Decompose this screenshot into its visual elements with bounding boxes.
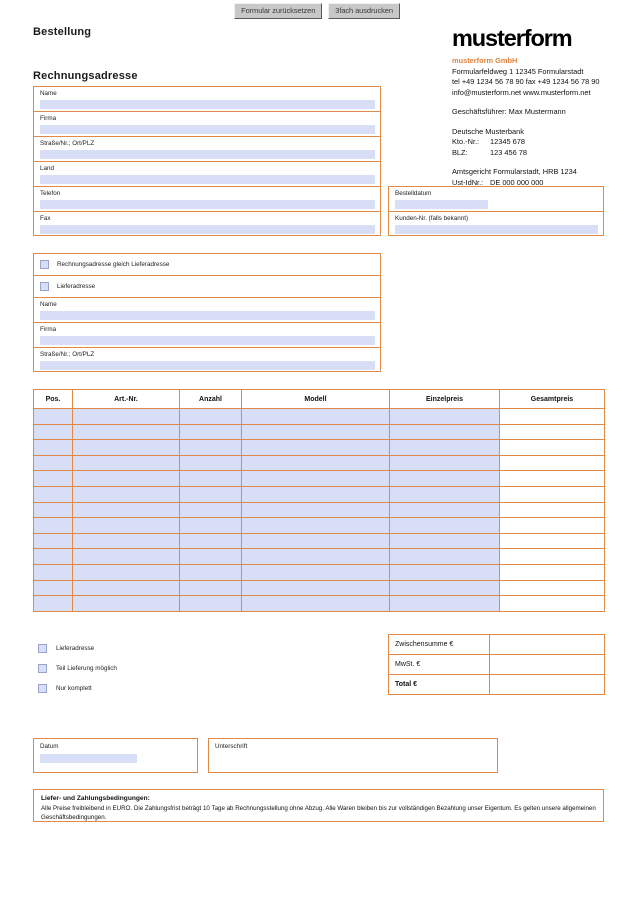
table-cell[interactable] xyxy=(73,549,180,565)
table-row xyxy=(34,486,605,502)
checkbox-icon[interactable] xyxy=(38,664,47,673)
reset-form-button[interactable]: Formular zurücksetzen xyxy=(234,3,322,19)
company-masthead xyxy=(452,26,617,188)
table-cell[interactable] xyxy=(180,455,242,471)
shipping-firma-input[interactable] xyxy=(40,336,375,345)
table-cell[interactable] xyxy=(73,471,180,487)
col-header-einzelpreis: Einzelpreis xyxy=(390,390,500,409)
table-cell[interactable] xyxy=(242,518,390,534)
table-cell[interactable] xyxy=(390,549,500,565)
billing-field-country-label: Land xyxy=(40,165,55,172)
table-cell[interactable] xyxy=(34,455,73,471)
billing-address-box xyxy=(33,86,381,236)
table-cell[interactable] xyxy=(73,455,180,471)
billing-fax-input[interactable] xyxy=(40,225,375,234)
table-cell[interactable] xyxy=(73,518,180,534)
table-cell[interactable] xyxy=(500,518,605,534)
table-cell[interactable] xyxy=(242,549,390,565)
bank-name: Deutsche Musterbank xyxy=(452,126,524,136)
print-triplicate-button[interactable]: 3fach ausdrucken xyxy=(328,3,400,19)
delivery-option-lieferadresse[interactable] xyxy=(38,638,117,658)
checkbox-icon[interactable] xyxy=(40,282,49,291)
table-cell[interactable] xyxy=(390,502,500,518)
table-cell[interactable] xyxy=(34,440,73,456)
table-cell[interactable] xyxy=(34,518,73,534)
table-cell[interactable] xyxy=(390,580,500,596)
table-cell[interactable] xyxy=(242,502,390,518)
table-cell[interactable] xyxy=(34,533,73,549)
billing-name-input[interactable] xyxy=(40,100,375,109)
table-cell[interactable] xyxy=(180,424,242,440)
table-row xyxy=(34,409,605,425)
customer-number-label: Kunden-Nr. (falls bekannt) xyxy=(395,215,469,222)
same-as-billing-row[interactable] xyxy=(34,254,380,276)
shipping-address-toggle-row[interactable] xyxy=(34,276,380,298)
shipping-field-firma[interactable] xyxy=(34,323,380,348)
table-cell[interactable] xyxy=(500,549,605,565)
table-cell[interactable] xyxy=(73,564,180,580)
table-row xyxy=(34,564,605,580)
table-cell[interactable] xyxy=(242,424,390,440)
table-cell[interactable] xyxy=(73,580,180,596)
table-cell[interactable] xyxy=(500,424,605,440)
table-cell[interactable] xyxy=(500,440,605,456)
table-row xyxy=(34,533,605,549)
table-cell[interactable] xyxy=(180,409,242,425)
vat-value[interactable] xyxy=(490,655,605,675)
table-cell[interactable] xyxy=(73,440,180,456)
table-cell[interactable] xyxy=(500,533,605,549)
shipping-address-box xyxy=(33,253,381,372)
customer-number-field[interactable] xyxy=(389,212,603,237)
col-header-pos: Pos. xyxy=(34,390,73,409)
bank-account-label: Kto.-Nr.: xyxy=(452,137,480,146)
table-cell[interactable] xyxy=(390,533,500,549)
table-row xyxy=(34,502,605,518)
billing-field-name[interactable] xyxy=(34,87,380,112)
table-cell[interactable] xyxy=(500,502,605,518)
date-input[interactable] xyxy=(40,754,137,763)
col-header-anzahl: Anzahl xyxy=(180,390,242,409)
delivery-option-complete-only-label: Nur komplett xyxy=(56,684,92,692)
table-cell[interactable] xyxy=(242,564,390,580)
checkbox-icon[interactable] xyxy=(38,684,47,693)
col-header-artnr: Art.-Nr. xyxy=(73,390,180,409)
terms-box xyxy=(33,789,604,822)
billing-field-street-label: Straße/Nr.; Ort/PLZ xyxy=(40,140,95,147)
table-cell[interactable] xyxy=(500,486,605,502)
billing-field-country[interactable] xyxy=(34,162,380,187)
bank-blz-value: 123 456 78 xyxy=(490,147,527,157)
order-date-field[interactable] xyxy=(389,187,603,212)
table-cell[interactable] xyxy=(73,596,180,612)
shipping-street-input[interactable] xyxy=(40,361,375,370)
table-cell[interactable] xyxy=(390,455,500,471)
terms-body: Alle Preise freibleibend in EURO. Die Zahlungsfrist beträgt 10 Tage ab Rechnungsstellung ohne Abzug. Alle Waren bleiben bis zur vollständigen Bezahlung unser Eigentum. Es gelten unsere allgemeinen Geschäftsbedingungen. xyxy=(41,805,596,822)
company-phone-fax: tel +49 1234 56 78 90 fax +49 1234 56 78 90 xyxy=(452,77,600,86)
customer-number-input[interactable] xyxy=(395,225,598,234)
table-cell[interactable] xyxy=(390,518,500,534)
table-cell[interactable] xyxy=(390,486,500,502)
table-cell[interactable] xyxy=(180,440,242,456)
billing-phone-input[interactable] xyxy=(40,200,375,209)
table-row xyxy=(34,440,605,456)
billing-country-input[interactable] xyxy=(40,175,375,184)
masthead-spacer-3 xyxy=(452,158,617,167)
table-cell[interactable] xyxy=(242,471,390,487)
table-cell[interactable] xyxy=(500,409,605,425)
table-cell[interactable] xyxy=(34,580,73,596)
table-cell[interactable] xyxy=(180,533,242,549)
table-cell[interactable] xyxy=(34,471,73,487)
billing-field-firma[interactable] xyxy=(34,112,380,137)
terms-title: Liefer- und Zahlungsbedingungen: xyxy=(41,795,150,802)
table-cell[interactable] xyxy=(242,409,390,425)
shipping-address-toggle-label: Lieferadresse xyxy=(57,283,96,290)
totals-row-total xyxy=(389,675,605,695)
table-cell[interactable] xyxy=(390,409,500,425)
table-row xyxy=(34,596,605,612)
col-header-modell: Modell xyxy=(242,390,390,409)
table-cell[interactable] xyxy=(242,455,390,471)
table-cell[interactable] xyxy=(500,580,605,596)
shipping-field-street[interactable] xyxy=(34,348,380,373)
billing-field-name-label: Name xyxy=(40,90,57,97)
table-row xyxy=(34,580,605,596)
billing-field-street[interactable] xyxy=(34,137,380,162)
table-cell[interactable] xyxy=(34,564,73,580)
table-cell[interactable] xyxy=(500,455,605,471)
items-table xyxy=(33,389,605,612)
bank-blz xyxy=(452,148,617,159)
table-row xyxy=(34,471,605,487)
table-cell[interactable] xyxy=(180,518,242,534)
table-cell[interactable] xyxy=(390,596,500,612)
delivery-option-complete-only[interactable] xyxy=(38,678,117,698)
table-cell[interactable] xyxy=(34,596,73,612)
table-cell[interactable] xyxy=(390,440,500,456)
table-cell[interactable] xyxy=(500,471,605,487)
date-box[interactable] xyxy=(33,738,198,773)
billing-field-fax-label: Fax xyxy=(40,215,51,222)
table-cell[interactable] xyxy=(34,549,73,565)
checkbox-icon[interactable] xyxy=(38,644,47,653)
table-cell[interactable] xyxy=(242,533,390,549)
shipping-name-input[interactable] xyxy=(40,311,375,320)
table-cell[interactable] xyxy=(180,564,242,580)
date-label: Datum xyxy=(40,743,59,750)
table-row xyxy=(34,518,605,534)
shipping-field-street-label: Straße/Nr.; Ort/PLZ xyxy=(40,351,95,358)
billing-street-input[interactable] xyxy=(40,150,375,159)
table-row xyxy=(34,549,605,565)
subtotal-label: Zwischensumme € xyxy=(389,635,490,655)
totals-table xyxy=(388,634,605,695)
delivery-options-list xyxy=(38,638,117,698)
order-meta-box xyxy=(388,186,604,236)
bank-account-value: 12345 678 xyxy=(490,137,525,146)
billing-field-phone-label: Telefon xyxy=(40,190,61,197)
delivery-option-partial[interactable] xyxy=(38,658,117,678)
table-cell[interactable] xyxy=(242,580,390,596)
billing-firma-input[interactable] xyxy=(40,125,375,134)
vat-label: MwSt. € xyxy=(389,655,490,675)
brand-logo: musterform xyxy=(452,25,572,51)
table-cell[interactable] xyxy=(500,596,605,612)
table-cell[interactable] xyxy=(34,424,73,440)
company-name: musterform GmbH xyxy=(452,56,518,65)
checkbox-icon[interactable] xyxy=(40,260,49,269)
company-manager: Geschäftsführer: Max Mustermann xyxy=(452,107,566,116)
table-cell[interactable] xyxy=(34,502,73,518)
same-as-billing-label: Rechnungsadresse gleich Lieferadresse xyxy=(57,261,170,268)
table-cell[interactable] xyxy=(242,440,390,456)
delivery-option-partial-label: Teil Lieferung möglich xyxy=(56,664,117,672)
totals-row-subtotal xyxy=(389,635,605,655)
table-cell[interactable] xyxy=(180,471,242,487)
shipping-field-firma-label: Firma xyxy=(40,326,57,333)
table-cell[interactable] xyxy=(180,549,242,565)
table-cell[interactable] xyxy=(73,533,180,549)
company-email-web: info@musterform.net www.musterform.net xyxy=(452,87,591,97)
company-address: Formularfeldweg 1 12345 Formularstadt xyxy=(452,66,584,76)
col-header-gesamtpreis: Gesamtpreis xyxy=(500,390,605,409)
table-cell[interactable] xyxy=(180,580,242,596)
table-cell[interactable] xyxy=(73,409,180,425)
billing-field-firma-label: Firma xyxy=(40,115,57,122)
order-date-input[interactable] xyxy=(395,200,488,209)
table-cell[interactable] xyxy=(180,596,242,612)
table-cell[interactable] xyxy=(180,502,242,518)
table-cell[interactable] xyxy=(500,564,605,580)
form-toolbar xyxy=(0,3,634,19)
bank-blz-label: BLZ: xyxy=(452,147,468,157)
total-label: Total € xyxy=(389,675,490,695)
table-cell[interactable] xyxy=(390,564,500,580)
items-table-body xyxy=(34,409,605,612)
table-cell[interactable] xyxy=(34,409,73,425)
items-table-header-row xyxy=(34,390,605,409)
table-cell[interactable] xyxy=(390,424,500,440)
table-row xyxy=(34,455,605,471)
table-cell[interactable] xyxy=(34,486,73,502)
vat-id-label: Ust-IdNr.: xyxy=(452,177,484,187)
page-title: Bestellung xyxy=(33,26,92,38)
registry-court: Amtsgericht Formularstadt, HRB 1234 xyxy=(452,167,577,176)
table-cell[interactable] xyxy=(73,486,180,502)
totals-row-vat xyxy=(389,655,605,675)
order-date-label: Bestelldatum xyxy=(395,190,432,197)
subtotal-value[interactable] xyxy=(490,635,605,655)
bank-account xyxy=(452,137,617,148)
table-row xyxy=(34,424,605,440)
table-cell[interactable] xyxy=(180,486,242,502)
shipping-field-name[interactable] xyxy=(34,298,380,323)
delivery-option-lieferadresse-label: Lieferadresse xyxy=(56,644,95,652)
billing-field-phone[interactable] xyxy=(34,187,380,212)
masthead-spacer-1 xyxy=(452,98,617,107)
shipping-field-name-label: Name xyxy=(40,301,57,308)
billing-address-heading: Rechnungsadresse xyxy=(33,70,138,82)
table-cell[interactable] xyxy=(73,502,180,518)
signature-label: Unterschrift xyxy=(215,743,248,750)
table-cell[interactable] xyxy=(73,424,180,440)
billing-field-fax[interactable] xyxy=(34,212,380,237)
table-cell[interactable] xyxy=(390,471,500,487)
table-cell[interactable] xyxy=(242,486,390,502)
signature-box[interactable] xyxy=(208,738,498,773)
table-cell[interactable] xyxy=(242,596,390,612)
total-value[interactable] xyxy=(490,675,605,695)
vat-id-value: DE 000 000 000 xyxy=(490,177,544,187)
masthead-spacer-2 xyxy=(452,118,617,127)
